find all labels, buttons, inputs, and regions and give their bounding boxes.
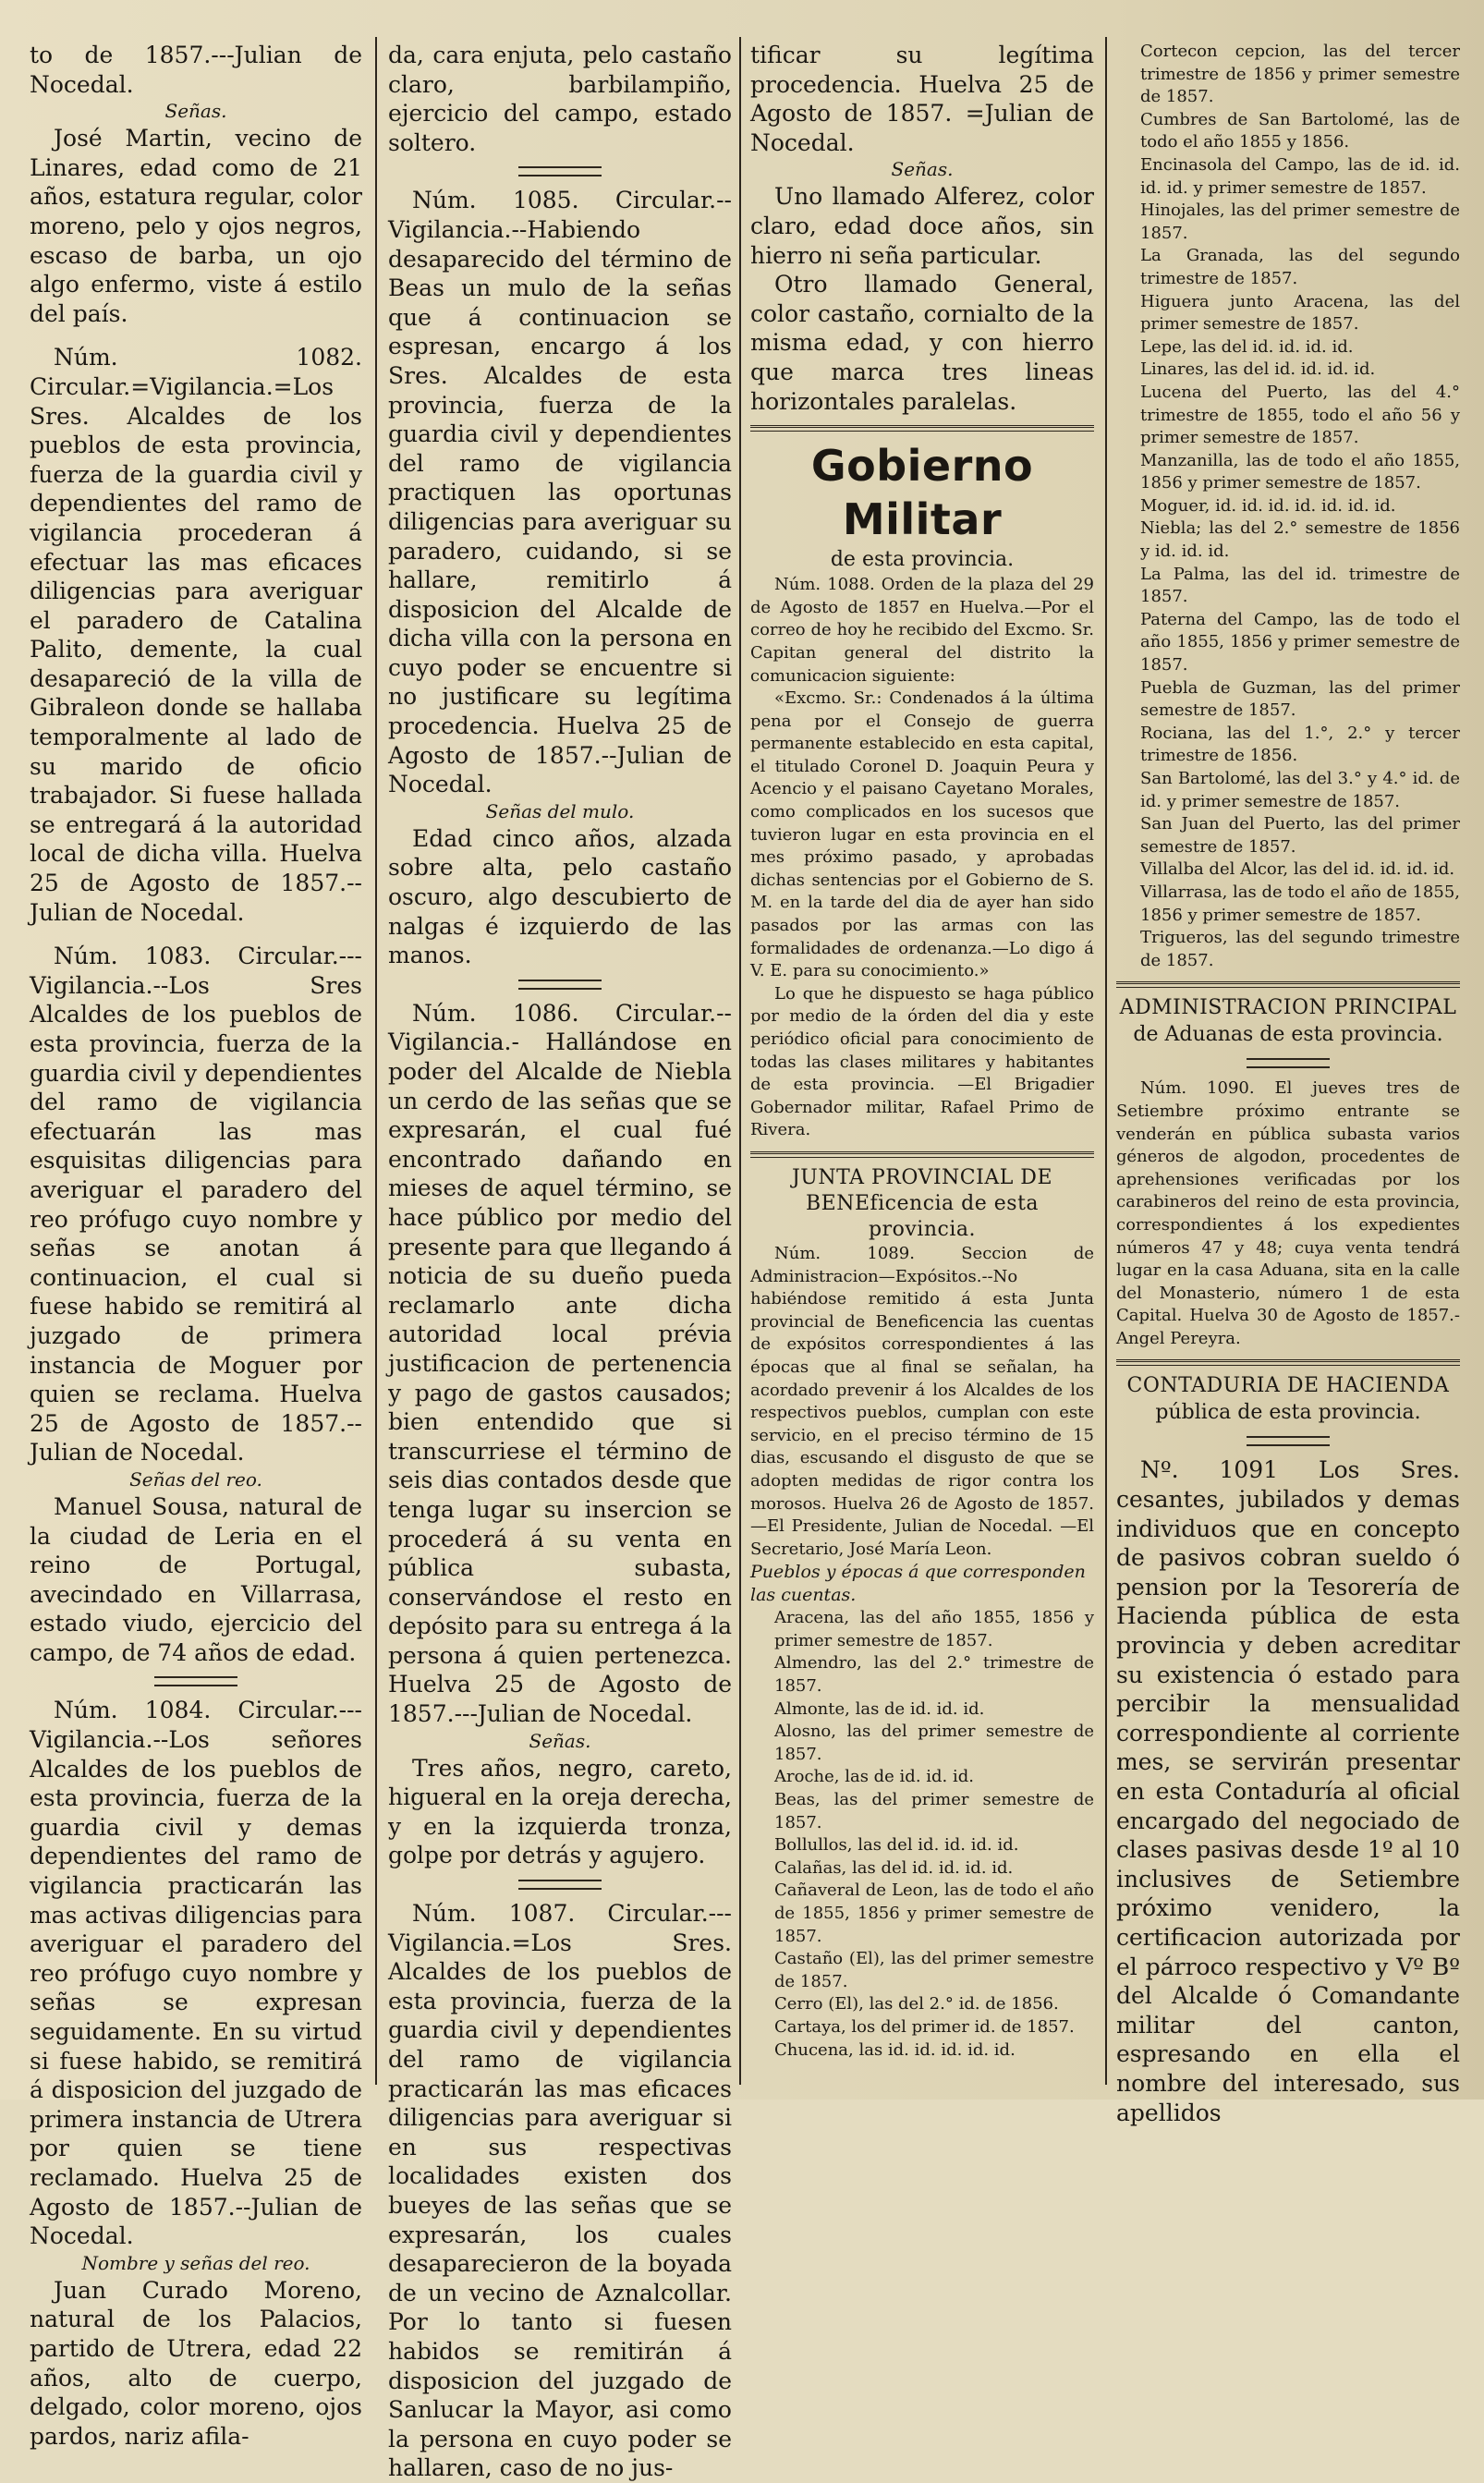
list-item: Linares, las del id. id. id. id. [1140, 359, 1376, 380]
list-item: Bollullos, las del id. id. id. id. [774, 1835, 1019, 1856]
notice-1086: Núm. 1086. Circular.--Vigilancia.- Hallándose en poder del Alcalde de Niebla un cerdo de las señas que se expresarán, el cual fué encontrado dañando en mieses de aquel término, se hace público por medio del presente para que llegando á noticia de su dueño pueda reclamarlo ante dicha autoridad local prévia justificacion de pertenencia y pago de gastos causados; bien entendido que si transcurriese el término de seis dias contados desde que tenga lugar su insercion se procederá á su venta en pública subasta, conservándose el resto en depósito para su entrega á la persona á quien pertenezca. Huelva 25 de Agosto de 1857.---Julian de Nocedal. [388, 999, 732, 1728]
list-item: Hinojales, las del primer semestre de 1857. [1140, 201, 1460, 243]
separator [1247, 1058, 1330, 1068]
list-item: Cañaveral de Leon, las de todo el año de 1855, 1856 y primer semestre de 1857. [774, 1881, 1094, 1946]
paragraph: Uno llamado Alferez, color claro, edad doce años, sin hierro ni seña particular. [750, 183, 1094, 269]
list-item: Castaño (El), las del primer semestre de 1857. [774, 1949, 1094, 1991]
separator [1247, 1436, 1330, 1446]
section-rule [750, 425, 1094, 432]
section-rule [1116, 981, 1460, 988]
paragraph: to de 1857.---Julian de Nocedal. [30, 42, 362, 98]
list-item: Higuera junto Aracena, las del primer semestre de 1857. [1140, 291, 1460, 335]
list-item: La Palma, las del id. trimestre de 1857. [1140, 564, 1460, 607]
list-item: Alosno, las del primer semestre de 1857. [774, 1722, 1094, 1764]
notice-1090: Núm. 1090. El jueves tres de Setiembre próximo entrante se venderán en pública subasta varios géneros de algodon, procedentes de aprehensiones verificadas por los carabineros del reino de esta provincia, correspondientes á los expedientes números 47 y 48; cuya venta tendrá lugar en la casa Aduana, sita en la calle del Monasterio, número 1 de esta Capital. Huelva 30 de Agosto de 1857.-Angel Pereyra. [1116, 1078, 1460, 1348]
list-item: Cortecon cepcion, las del tercer trimestre de 1856 y primer semestre de 1857. [1140, 42, 1460, 107]
section-heading-gobierno-militar: Gobierno Militar [810, 441, 1034, 545]
notice-1083: Núm. 1083. Circular.---Vigilancia.--Los Sres Alcaldes de los pueblos de esta provincia, fuerza de la guardia civil y dependientes del ramo de vigilancia efectuarán las mas esquisitas diligencias para averiguar el paradero del reo prófugo cuyo nombre y señas se anotan á continuacion, el cual si fuese habido se remitirá al juzgado de primera instancia de Moguer por quien se reclama. Huelva 25 de Agosto de 1857.--Julian de Nocedal. [30, 943, 362, 1467]
list-item: Rociana, las del 1.°, 2.° y tercer trimestre de 1856. [1140, 723, 1460, 766]
column-rule [375, 37, 377, 2085]
list-item: Moguer, id. id. id. id. id. id. id. [1140, 495, 1396, 516]
list-item: San Bartolomé, las del 3.° y 4.° id. de id. y primer semestre de 1857. [1140, 769, 1460, 811]
notice-1082: Núm. 1082. Circular.=Vigilancia.=Los Sres. Alcaldes de los pueblos de esta provincia, fuerza de la guardia civil y dependientes del ramo de vigilancia procederan á efectuar las mas eficaces diligencias para averiguar el paradero de Catalina Palito, demente, la cual desapareció de la villa de Gibraleon donde se hallaba temporalmente al lado de su marido de oficio trabajador. Si fuese hallada se entregará á la autoridad local de dicha villa. Huelva 25 de Agosto de 1857.--Julian de Nocedal. [30, 344, 362, 926]
list-item: Lucena del Puerto, las del 4.° trimestre de 1855, todo el año 56 y primer semestre de 1857. [1140, 382, 1460, 448]
paragraph: tificar su legítima procedencia. Huelva 25 de Agosto de 1857. =Julian de Nocedal. [750, 42, 1094, 156]
list-item: Paterna del Campo, las de todo el año 1855, 1856 y primer semestre de 1857. [1140, 609, 1460, 676]
section-heading-sub: de Aduanas de esta provincia. [1133, 1023, 1443, 1047]
section-subheading: Nombre y señas del reo. [81, 2251, 310, 2274]
separator [518, 166, 602, 176]
section-heading-junta-beneficencia: JUNTA PROVINCIAL DE BENEficencia de esta provincia. [791, 1165, 1053, 1241]
column-1 [30, 41, 362, 2450]
list-heading: Pueblos y épocas á que corresponden las cuentas. [750, 1562, 1086, 1606]
paragraph: Juan Curado Moreno, natural de los Palacios, partido de Utrera, edad 22 años, alto de cuerpo, delgado, color moreno, ojos pardos, nariz afila- [30, 2276, 362, 2450]
notice-1091: Nº. 1091 Los Sres. cesantes, jubilados y demas individuos que en concepto de pasivos cobran sueldo ó pension por la Tesorería de Hacienda pública de esta provincia y deben acreditar su existencia ó estado para percibir la mensualidad correspondiente al corriente mes, se servirán presentar en esta Contaduría al oficial encargado del negociado de clases pasivas desde 1º al 10 inclusives de Setiembre próximo venidero, la certificacion autorizada por el párroco respectivo y Vº Bº del Alcalde ó Comandante militar del canton, espresando en ella el nombre del interesado, sus apellidos [1116, 1456, 1460, 2126]
column-rule [1105, 37, 1107, 2085]
paragraph: Lo que he dispuesto se haga público por medio de la órden del dia y este periódico oficial para conocimiento de todas las clases militares y habitantes de esta provincia. —El Brigadier Gobernador militar, Rafael Primo de Rivera. [750, 983, 1094, 1140]
list-item: Aracena, las del año 1855, 1856 y primer semestre de 1857. [774, 1608, 1094, 1650]
column-4 [1116, 41, 1460, 2126]
paragraph: José Martin, vecino de Linares, edad como de 21 años, estatura regular, color moreno, pelo y ojos negros, escaso de barba, un ojo algo enfermo, viste á estilo del país. [30, 125, 362, 327]
list-item: Almendro, las del 2.° trimestre de 1857. [774, 1653, 1094, 1697]
paragraph: Tres años, negro, careto, higueral en la oreja derecha, y en la izquierda tronza, golpe por detrás y agujero. [388, 1754, 732, 1869]
list-item: Lepe, las del id. id. id. id. [1140, 336, 1354, 357]
list-item: Beas, las del primer semestre de 1857. [774, 1790, 1094, 1832]
list-item: San Juan del Puerto, las del primer semestre de 1857. [1140, 814, 1460, 857]
quoted-communication: «Excmo. Sr.: Condenados á la última pena por el Consejo de guerra permanente establecido en esta capital, el titulado Coronel D. Joaquin Peura y Acencio y el paisano Cayetano Morales, como complicados en los sucesos que tuvieron lugar en esta provincia en el mes próximo pasado, y aprobadas dichas sentencias por el Gobierno de S. M. en la tarde del dia de ayer han sido pasados por las armas con las formalidades de ordenanza.—Lo digo á V. E. para su conocimiento.» [750, 688, 1094, 981]
list-item: Aroche, las de id. id. id. [774, 1767, 974, 1787]
section-subheading: Señas del reo. [129, 1467, 262, 1491]
section-subheading: Señas del mulo. [485, 799, 635, 822]
list-item: Villalba del Alcor, las del id. id. id. id. [1140, 859, 1455, 880]
list-item: Trigueros, las del segundo trimestre de 1857. [1140, 928, 1460, 970]
section-heading-aduanas: ADMINISTRACION PRINCIPAL [1119, 996, 1457, 1020]
notice-1084: Núm. 1084. Circular.---Vigilancia.--Los señores Alcaldes de los pueblos de esta provincia, fuerza de la guardia civil y demas dependientes del ramo de vigilancia practicarán las mas activas diligencias para averiguar el paradero del reo prófugo cuyo nombre y señas se expresan seguidamente. En su virtud si fuese habido, se remitirá á disposicion del juzgado de primera instancia de Utrera por quien se tiene reclamado. Huelva 25 de Agosto de 1857.--Julian de Nocedal. [30, 1697, 362, 2250]
section-subheading: Señas. [164, 100, 227, 123]
paragraph: Otro llamado General, color castaño, cornialto de la misma edad, y con hierro que marca tres lineas horizontales paralelas. [750, 271, 1094, 415]
section-heading-sub: de esta provincia. [830, 548, 1015, 572]
paragraph: Edad cinco años, alzada sobre alta, pelo castaño oscuro, algo descubierto de nalgas é izquierdo de las manos. [388, 824, 732, 969]
column-3 [750, 41, 1094, 2087]
section-subheading: Señas. [529, 1729, 591, 1752]
column-2 [388, 41, 732, 2482]
list-item: Encinasola del Campo, las de id. id. id. id. y primer semestre de 1857. [1140, 154, 1460, 198]
list-item: Chucena, las id. id. id. id. id. [774, 2039, 1016, 2060]
list-item: Calañas, las del id. id. id. id. [774, 1857, 1014, 1878]
notice-1088: Núm. 1088. Orden de la plaza del 29 de Agosto de 1857 en Huelva.—Por el correo de hoy he recibido del Excmo. Sr. Capitan general del distrito la comunicacion siguiente: [750, 575, 1094, 686]
list-item: Puebla de Guzman, las del primer semestre de 1857. [1140, 677, 1460, 721]
separator [518, 1880, 602, 1890]
list-item: Almonte, las de id. id. id. [774, 1698, 985, 1719]
notice-1085: Núm. 1085. Circular.--Vigilancia.--Habiendo desaparecido del término de Beas un mulo de la señas que á continuacion se espresan, encargo á los Sres. Alcaldes de esta provincia, fuerza de la guardia civil y dependientes del ramo de vigilancia practiquen las oportunas diligencias para averiguar su paradero, cuidando, si se hallare, remitirlo á disposicion del Alcalde de dicha villa con la persona en cuyo poder se encuentre si no justificare su legítima procedencia. Huelva 25 de Agosto de 1857.--Julian de Nocedal. [388, 187, 732, 798]
list-item: Cerro (El), las del 2.° id. de 1856. [774, 1994, 1059, 2014]
list-item: Niebla; las del 2.° semestre de 1856 y id. id. id. [1140, 518, 1460, 562]
paragraph: da, cara enjuta, pelo castaño claro, barbilampiño, ejercicio del campo, estado soltero. [388, 42, 732, 156]
list-item: Villarrasa, las de todo el año de 1855, 1856 y primer semestre de 1857. [1140, 882, 1460, 925]
section-heading-contaduria: CONTADURIA DE HACIENDA [1126, 1374, 1450, 1398]
separator [518, 980, 602, 990]
list-item: La Granada, las del segundo trimestre de 1857. [1140, 246, 1460, 288]
town-list [750, 1607, 1094, 2062]
list-item: Manzanilla, las de todo el año 1855, 1856 y primer semestre de 1857. [1140, 450, 1460, 493]
paragraph: Manuel Sousa, natural de la ciudad de Leria en el reino de Portugal, avecindado en Villarrasa, estado viudo, ejercicio del campo, de 74 años de edad. [30, 1492, 362, 1666]
column-rule [739, 37, 741, 2085]
town-list [1116, 41, 1460, 972]
notice-1087: Núm. 1087. Circular.---Vigilancia.=Los Sres. Alcaldes de los pueblos de esta provincia, fuerza de la guardia civil y dependientes del ramo de vigilancia practicarán las mas eficaces diligencias para averiguar si en sus respectivas localidades existen dos bueyes de las señas que se expresarán, los cuales desaparecieron de la boyada de un vecino de Aznalcollar. Por lo tanto si fuesen habidos se remitirán á disposicion del juzgado de Sanlucar la Mayor, asi como la persona en cuyo poder se hallaren, caso de no jus- [388, 1900, 732, 2482]
list-item: Cartaya, los del primer id. de 1857. [774, 2016, 1075, 2037]
separator [154, 1676, 237, 1686]
list-item: Cumbres de San Bartolomé, las de todo el año 1855 y 1856. [1140, 109, 1460, 152]
notice-1089: Núm. 1089. Seccion de Administracion—Expósitos.--No habiéndose remitido á esta Junta provincial de Beneficencia las cuentas de expósitos correspondientes á las épocas que al final se señalan, ha acordado prevenir á los Alcaldes de los respectivos pueblos, cumplan con este servicio, en el preciso término de 15 dias, escusando el disgusto de que se adopten medidas de rigor contra los morosos. Huelva 26 de Agosto de 1857.—El Presidente, Julian de Nocedal. —El Secretario, José María Leon. [750, 1243, 1094, 1559]
section-subheading: Señas. [891, 158, 954, 181]
section-heading-sub: pública de esta provincia. [1155, 1401, 1421, 1425]
section-rule [1116, 1359, 1460, 1366]
section-rule [750, 1151, 1094, 1158]
